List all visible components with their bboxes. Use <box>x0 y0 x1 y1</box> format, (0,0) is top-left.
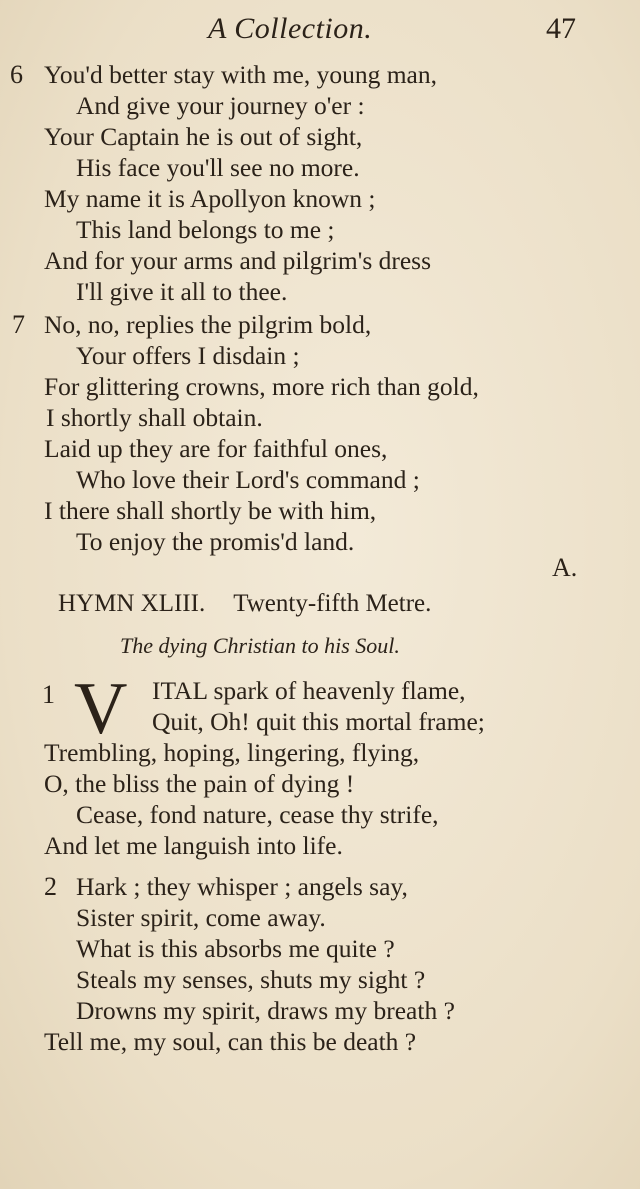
stanza-6-line-7: And for your arms and pilgrim's dress <box>44 246 432 275</box>
page-number: 47 <box>546 12 576 45</box>
stanza-7-number: 7 <box>12 310 25 339</box>
verse-1-line-1: ITAL spark of heavenly flame, <box>152 676 466 705</box>
verse-1-line-5: Cease, fond nature, cease thy strife, <box>76 800 439 829</box>
stanza-7-line-2: Your offers I disdain ; <box>76 341 300 370</box>
running-title: A Collection. <box>208 12 373 45</box>
hymn-subtitle: The dying Christian to his Soul. <box>120 633 400 658</box>
verse-1-number: 1 <box>42 680 55 709</box>
stanza-7-line-1: No, no, replies the pilgrim bold, <box>44 310 372 339</box>
stanza-6-line-1: You'd better stay with me, young man, <box>44 60 437 89</box>
stanza-7-line-5: Laid up they are for faithful ones, <box>44 434 388 463</box>
stanza-6-line-8: I'll give it all to thee. <box>76 277 288 306</box>
stanza-6-line-4: His face you'll see no more. <box>76 153 360 182</box>
stanza-6-line-6: This land belongs to me ; <box>76 215 335 244</box>
stanza-7-line-6: Who love their Lord's command ; <box>76 465 420 494</box>
verse-1-line-6: And let me languish into life. <box>44 831 343 860</box>
page-header <box>0 8 640 48</box>
stanza-7-line-8: To enjoy the promis'd land. <box>76 527 355 556</box>
author-signature: A. <box>552 553 578 582</box>
verse-2-line-4: Steals my senses, shuts my sight ? <box>76 965 426 994</box>
hymn-heading <box>58 590 431 618</box>
stanza-7-line-4: I shortly shall obtain. <box>46 403 263 432</box>
hymn-title: HYMN XLIII. <box>58 590 206 617</box>
verse-2-line-5: Drowns my spirit, draws my breath ? <box>76 996 455 1025</box>
verse-1-line-3: Trembling, hoping, lingering, flying, <box>44 738 420 767</box>
drop-cap: V <box>74 668 128 750</box>
verse-2-line-2: Sister spirit, come away. <box>76 903 326 932</box>
verse-2-line-6: Tell me, my soul, can this be death ? <box>44 1027 417 1056</box>
stanza-6-line-2: And give your journey o'er : <box>76 91 365 120</box>
verse-1-line-4: O, the bliss the pain of dying ! <box>44 769 355 798</box>
stanza-7-line-3: For glittering crowns, more rich than gold, <box>44 372 479 401</box>
stanza-6-line-5: My name it is Apollyon known ; <box>44 184 376 213</box>
stanza-6-number: 6 <box>10 60 23 89</box>
verse-2-line-3: What is this absorbs me quite ? <box>76 934 395 963</box>
hymn-metre: Twenty-fifth Metre. <box>233 590 432 617</box>
stanza-7-line-7: I there shall shortly be with him, <box>44 496 377 525</box>
verse-2-line-1: Hark ; they whisper ; angels say, <box>76 872 408 901</box>
verse-2-number: 2 <box>44 872 57 901</box>
stanza-6-line-3: Your Captain he is out of sight, <box>44 122 363 151</box>
verse-1-line-2: Quit, Oh! quit this mortal frame; <box>152 707 485 736</box>
